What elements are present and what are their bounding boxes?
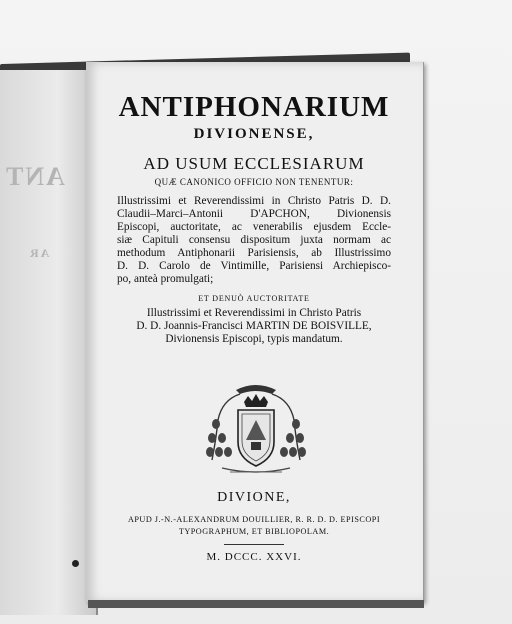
second-authority-paragraph — [117, 307, 391, 346]
paragraph-line: po, anteà promulgati; — [117, 273, 214, 285]
publisher-line-1: APUD J.-N.-ALEXANDRUM DOUILLIER, R. R. D. D. EPISCOPI — [127, 515, 381, 524]
paragraph-line: methodum Antiphonarii Parisiensis, ab Illustrissimo — [117, 247, 391, 259]
denuo-line: ET DENUÒ AUCTORITATE — [198, 294, 310, 303]
authority-paragraph — [117, 195, 391, 286]
divider — [224, 544, 284, 545]
paragraph-line: Claudii–Marci–Antonii D'APCHON, Divionensis — [117, 208, 391, 220]
publisher-line-2: TYPOGRAPHUM, ET BIBLIOPOLAM. — [178, 527, 330, 536]
publication-year: M. DCCC. XXVI. — [206, 551, 302, 563]
ink-spot — [72, 560, 79, 567]
bleed-through-text: ANT — [4, 162, 65, 191]
book-subtitle: DIVIONENSE, — [193, 126, 315, 142]
book-bottom-edge — [88, 600, 424, 608]
publisher-line — [92, 514, 416, 538]
paragraph-line: D. D. Joannis-Francisci MARTIN DE BOISVILLE, — [136, 320, 372, 332]
condition-line: QUÆ CANONICO OFFICIO NON TENENTUR: — [154, 177, 354, 187]
paragraph-line: D. D. Carolo de Vintimille, Parisiensi Archiepisco- — [117, 260, 391, 272]
usage-line: AD USUM ECCLESIARUM — [143, 154, 365, 173]
episcopal-coat-of-arms-icon — [202, 380, 310, 480]
book-title: ANTIPHONARIUM — [118, 91, 390, 123]
paragraph-line: Divionensis Episcopi, typis mandatum. — [165, 333, 343, 345]
paragraph-line: Illustrissimi et Reverendissimi in Christo Patris — [146, 307, 362, 319]
paragraph-line: Illustrissimi et Reverendissimi in Christo Patris D. D. — [117, 195, 391, 207]
paragraph-line: siæ Capituli consensu dispositum juxta normam ac — [117, 234, 391, 246]
imprint-block — [92, 490, 416, 563]
bleed-through-text-small: AR — [28, 246, 50, 260]
left-page — [0, 70, 98, 615]
city-line: DIVIONE, — [217, 490, 291, 505]
paragraph-line: Episcopi, auctoritate, ac venerabilis ejusdem Eccle- — [117, 221, 391, 233]
title-text-block — [92, 90, 416, 346]
